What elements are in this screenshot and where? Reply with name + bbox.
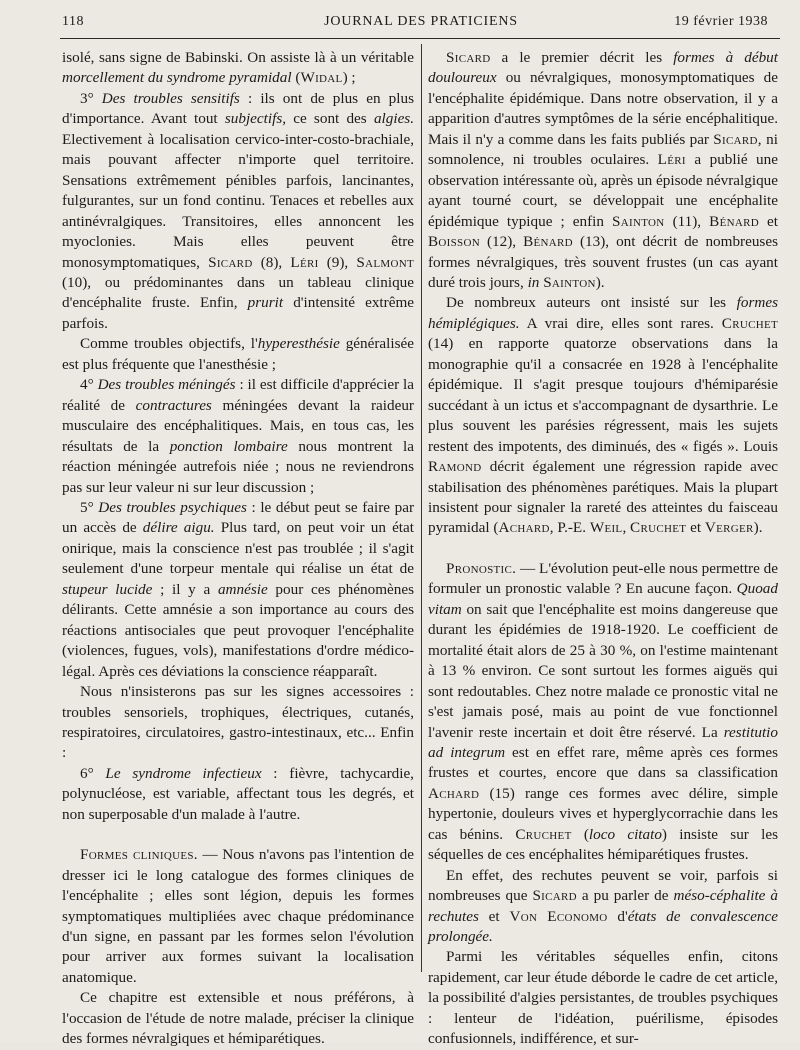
- section-formes-cliniques: Formes cliniques. — Nous n'avons pas l'intention de dresser ici le long catalogue des formes cliniques de l'encéphalite ; elles sont légion, depuis les formes symptomatiques multipliées avec chaque prédominance d'un signe, en passant par les formes selon l'évolution pour arriver aux formes suivant la localisation anatomique.: [62, 846, 414, 986]
- paragraph: Sicard a le premier décrit les formes à début douloureux ou névralgiques, monosymptomatiques de l'encéphalite épidémique. Dans notre observation, il y a apparition d'autres symptômes de la série encéphalitique. Mais il n'y a comme dans les faits publiés par Sicard, ni somnolence, ni troubles oculaires. Léri a publié une observation intéressante où, après un épisode névralgique ayant tourné court, se développait une encéphalite épidémique typique ; enfin Sainton (11), Bénard et Boisson (12), Bénard (13), ont décrit de nombreuses formes névralgiques, très souvent frustes (un cas ayant duré trois jours, in Sainton).: [428, 49, 778, 291]
- issue-date: 19 février 1938: [674, 14, 768, 29]
- journal-title: JOURNAL DES PRATICIENS: [324, 14, 518, 29]
- paragraph: De nombreux auteurs ont insisté sur les formes hémiplégiques. A vrai dire, elles sont rares. Cruchet (14) en rapporte quatorze observations dans la monographie qu'il a consacrée en 1928 à l'encéphalite épidémique. Il s'agit presque toujours d'hémiparésie succédant à un ictus et s'accompagnant de dysarthrie. Le plus souvent les parésies régressent, mais les sujets restent des impotents, des diminués, des « figés ». Louis Ramond décrit également une régression rapide avec stabilisation des phénomènes parétiques. Mais la plupart insistent pour signaler la rareté des atteintes du faisceau pyramidal (Achard, P.-E. Weil, Cruchet et Verger).: [428, 294, 778, 537]
- paragraph: Nous n'insisterons pas sur les signes accessoires : troubles sensoriels, trophiques, électriques, cutanés, respiratoires, circulatoires, gastro-intestinaux, etc... Enfin :: [62, 683, 414, 762]
- section-heading: Formes cliniques.: [80, 846, 198, 864]
- paragraph: 6° Le syndrome infectieux : fièvre, tachycardie, polynucléose, est variable, affectant tous les degrés, et non superposable d'un malade à l'autre.: [62, 764, 414, 823]
- section-pronostic: Pronostic. — L'évolution peut-elle nous permettre de formuler un pronostic valable ? En aucune façon. Quoad vitam on sait que l'encéphalite est moins dangereuse que durant les épidémies de 1918-1920. Le coefficient de mortalité était alors de 25 à 30 %, on l'estime maintenant à 13 % environ. Ce sont surtout les formes aiguës qui sont redoutables. Chez notre malade ce pronostic vital ne s'est jamais posé, mais au point de vue fonctionnel l'avenir reste incertain et doit être réservé. La restitutio ad integrum est en effet rare, même après ces formes frustes et courtes, encore que dans sa classification Achard (15) range ces formes avec délire, simple hypertonie, douleurs vives et hyperglycorrachie dans les cas bénins. Cruchet (loco citato) insiste sur les séquelles de ces encéphalites hémiparétiques frustes.: [428, 559, 779, 864]
- paragraph: Comme troubles objectifs, l'hyperesthésie généralisée est plus fréquente que l'anesthésie ;: [62, 335, 414, 373]
- paragraph: Ce chapitre est extensible et nous préférons, à l'occasion de l'étude de notre malade, préciser la clinique des formes névralgiques et hémiparétiques.: [62, 989, 414, 1048]
- paragraph: 3° Des troubles sensitifs : ils ont de plus en plus d'importance. Avant tout subjectifs, ce sont des algies. Electivement à localisation cervico-inter-costo-brachiale, mais pouvant affecter n'importe quel territoire. Sensations extrêmement pénibles parfois, lancinantes, fulgurantes, sur un fond continu. Tenaces et rebelles aux antinévralgiques. Transitoires, elles annoncent les myoclonies. Mais elles peuvent être monosymptomatiques, Sicard (8), Léri (9), Salmont (10), ou prédominantes dans un tableau clinique d'encéphalite fruste. Enfin, prurit d'intensité extrême parfois.: [62, 89, 415, 332]
- section-heading: Pronostic.: [446, 559, 517, 577]
- paragraph: isolé, sans signe de Babinski. On assiste là à un véritable morcellement du syndrome pyramidal (Widal) ;: [62, 49, 414, 87]
- left-column: [62, 48, 414, 1050]
- running-header: [62, 14, 780, 34]
- right-column: [428, 48, 778, 1050]
- paragraph: 4° Des troubles méningés : il est difficile d'apprécier la réalité de contractures méningées devant la raideur musculaire des encéphalitiques. Mais, en tous cas, les résultats de la ponction lombaire nous montrent la réaction méningée autrefois niée ; nous ne reviendrons pas sur leur valeur ni sur leur discussion ;: [62, 376, 414, 496]
- header-rule: [60, 38, 780, 39]
- column-divider: [421, 44, 422, 972]
- paragraph: En effet, des rechutes peuvent se voir, parfois si nombreuses que Sicard a pu parler de méso-céphalite à rechutes et Von Economo d'états de convalescence prolongée.: [428, 866, 778, 946]
- page-number: 118: [62, 14, 84, 29]
- paragraph: 5° Des troubles psychiques : le début peut se faire par un accès de délire aigu. Plus tard, on peut voir un état onirique, mais la conscience n'est pas troublée ; il s'agit seulement d'une torpeur mentale qui réalise un état de stupeur lucide ; il y a amnésie pour ces phénomènes délirants. Cette amnésie a son importance au cours des réactions antisociales que peut provoquer l'encéphalite (violences, fugues, vols), manifestations d'ordre médico-légal. Après ces déviations la conscience réapparaît.: [62, 498, 415, 680]
- paragraph: Parmi les véritables séquelles enfin, citons rapidement, car leur étude déborde le cadre de cet article, la possibilité d'algies persistantes, de troubles psychiques : lenteur de l'idéation, puérilisme, épisodes confusionnels, indifférence, et sur-: [428, 948, 778, 1048]
